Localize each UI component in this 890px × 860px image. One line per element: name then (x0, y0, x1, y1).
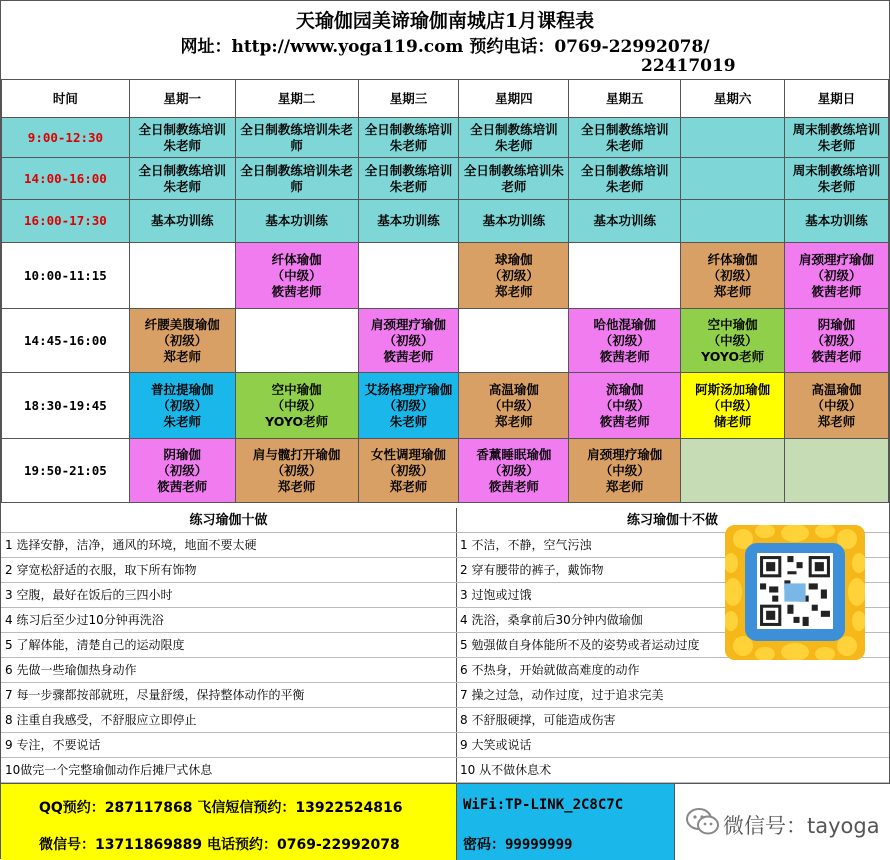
class-cell: 肩颈理疗瑜伽 （初级） 筱茜老师 (358, 309, 459, 373)
tips-item: 7 每一步骤都按部就班，尽量舒缓，保持整体动作的平衡 (1, 683, 456, 708)
class-cell: 女性调理瑜伽 （初级） 郑老师 (358, 439, 459, 503)
wechat-qr-code[interactable] (725, 525, 865, 660)
qq-booking: QQ预约：287117868 飞信短信预约：13922524816 (39, 800, 403, 816)
tips-item: 5 勉强做自身体能所不及的姿势或者运动过度 (456, 633, 889, 658)
class-cell (681, 118, 785, 158)
schedule-table (1, 79, 889, 503)
class-cell (358, 243, 459, 309)
class-cell: 全日制教练培训 朱老师 (569, 158, 681, 200)
class-cell: 基本功训练 (358, 200, 459, 243)
schedule-row (2, 243, 889, 309)
class-cell: 全日制教练培训 朱老师 (569, 118, 681, 158)
tips-item: 9 大笑或说话 (456, 733, 889, 758)
tips-item: 1 选择安静，洁净，通风的环境，地面不要太硬 (1, 533, 456, 558)
tips-item: 6 先做一些瑜伽热身动作 (1, 658, 456, 683)
class-cell: 基本功训练 (459, 200, 569, 243)
class-cell: 纤腰美腹瑜伽 （初级） 郑老师 (129, 309, 235, 373)
time-slot: 10:00-11:15 (2, 243, 130, 309)
tips-item: 8 不舒服硬撑，可能造成伤害 (456, 708, 889, 733)
class-cell: 全日制教练培训 朱老师 (358, 118, 459, 158)
wifi-panel (456, 784, 675, 860)
class-cell: 哈他混瑜伽 （初级） 筱茜老师 (569, 309, 681, 373)
page-title: 天瑜伽园美谛瑜伽南城店1月课程表 (295, 10, 595, 32)
class-cell: 普拉提瑜伽 （初级） 朱老师 (129, 373, 235, 439)
class-cell (235, 309, 358, 373)
time-slot: 14:45-16:00 (2, 309, 130, 373)
tips-item: 9 专注，不要说话 (1, 733, 456, 758)
class-cell (681, 439, 785, 503)
class-cell: 高温瑜伽 （中级） 郑老师 (785, 373, 889, 439)
tips-title: 练习瑜伽十不做 (456, 508, 889, 533)
class-cell: 空中瑜伽 （中级） YOYO老师 (235, 373, 358, 439)
time-slot: 18:30-19:45 (2, 373, 130, 439)
tips-item: 10做完一个完整瑜伽动作后摊尸式休息 (1, 758, 456, 783)
class-cell: 全日制教练培训朱老 师 (235, 158, 358, 200)
day-header: 星期日 (785, 80, 889, 118)
class-cell: 肩与髋打开瑜伽 （初级） 郑老师 (235, 439, 358, 503)
wifi-name: WiFi:TP-LINK_2C8C7C (463, 797, 624, 813)
class-cell: 空中瑜伽 （中级） YOYO老师 (681, 309, 785, 373)
class-cell: 周末制教练培训 朱老师 (785, 118, 889, 158)
class-cell: 阴瑜伽 （初级） 筱茜老师 (785, 309, 889, 373)
class-cell: 阴瑜伽 （初级） 筱茜老师 (129, 439, 235, 503)
schedule-row (2, 118, 889, 158)
schedule-row (2, 158, 889, 200)
class-cell: 基本功训练 (129, 200, 235, 243)
time-slot: 9:00-12:30 (2, 118, 130, 158)
website-phone-line: 网址：http://www.yoga119.com 预约电话：0769-22992078/ (180, 37, 710, 57)
tips-item: 4 练习后至少过10分钟再洗浴 (1, 608, 456, 633)
wechat-booking: 微信号：13711869889 电话预约：0769-22992078 (39, 837, 400, 853)
class-cell (129, 243, 235, 309)
tips-item: 4 洗浴，桑拿前后30分钟内做瑜伽 (456, 608, 889, 633)
schedule-row (2, 373, 889, 439)
class-cell: 周末制教练培训 朱老师 (785, 158, 889, 200)
time-column-header: 时间 (2, 80, 130, 118)
class-cell: 艾扬格理疗瑜伽 （初级） 朱老师 (358, 373, 459, 439)
class-cell: 全日制教练培训 朱老师 (358, 158, 459, 200)
footer (1, 783, 889, 860)
schedule-row (2, 309, 889, 373)
tips-item: 10 从不做休息术 (456, 758, 889, 783)
header (1, 1, 889, 80)
class-cell: 全日制教练培训朱 老师 (459, 158, 569, 200)
class-cell: 基本功训练 (235, 200, 358, 243)
tips-item: 3 空腹，最好在饭后的三四小时 (1, 583, 456, 608)
day-header: 星期六 (681, 80, 785, 118)
dos-column (1, 508, 457, 783)
class-cell: 肩颈理疗瑜伽 （初级） 筱茜老师 (785, 243, 889, 309)
tips-item: 7 操之过急，动作过度，过于追求完美 (456, 683, 889, 708)
tips-title: 练习瑜伽十做 (1, 508, 456, 533)
qr-frame (745, 543, 845, 641)
class-cell: 高温瑜伽 （中级） 郑老师 (459, 373, 569, 439)
tips-item: 2 穿有腰带的裤子，戴饰物 (456, 558, 889, 583)
qr-pattern-icon (757, 553, 833, 629)
schedule-row (2, 200, 889, 243)
day-header: 星期一 (129, 80, 235, 118)
phone-line-2: 22417019 (641, 56, 736, 76)
tips-item: 8 注重自我感受，不舒服应立即停止 (1, 708, 456, 733)
day-header: 星期四 (459, 80, 569, 118)
class-cell: 球瑜伽 （初级） 郑老师 (459, 243, 569, 309)
wechat-icon (685, 806, 721, 838)
class-cell: 全日制教练培训 朱老师 (129, 118, 235, 158)
tips-item: 6 不热身，开始就做高难度的动作 (456, 658, 889, 683)
tips-item: 3 过饱或过饿 (456, 583, 889, 608)
wechat-watermark: 微信号：tayoga (723, 814, 880, 838)
class-cell (681, 200, 785, 243)
time-slot: 16:00-17:30 (2, 200, 130, 243)
class-cell: 基本功训练 (569, 200, 681, 243)
time-slot: 14:00-16:00 (2, 158, 130, 200)
class-cell: 纤体瑜伽 （中级） 筱茜老师 (235, 243, 358, 309)
class-cell: 全日制教练培训 朱老师 (129, 158, 235, 200)
time-slot: 19:50-21:05 (2, 439, 130, 503)
day-header: 星期三 (358, 80, 459, 118)
class-cell: 全日制教练培训 朱老师 (459, 118, 569, 158)
tips-item: 1 不洁，不静，空气污浊 (456, 533, 889, 558)
tips-item: 5 了解体能，清楚自己的运动限度 (1, 633, 456, 658)
contact-panel (1, 784, 456, 860)
class-cell (459, 309, 569, 373)
class-cell: 肩颈理疗瑜伽 （中级） 郑老师 (569, 439, 681, 503)
class-cell: 流瑜伽 （中级） 筱茜老师 (569, 373, 681, 439)
schedule-row (2, 439, 889, 503)
class-cell: 纤体瑜伽 （初级） 郑老师 (681, 243, 785, 309)
day-header: 星期二 (235, 80, 358, 118)
day-header: 星期五 (569, 80, 681, 118)
watermark-panel (674, 784, 890, 860)
class-cell (681, 158, 785, 200)
class-cell (569, 243, 681, 309)
tips-item: 2 穿宽松舒适的衣服，取下所有饰物 (1, 558, 456, 583)
class-cell: 香薰睡眠瑜伽 （初级） 筱茜老师 (459, 439, 569, 503)
class-cell: 基本功训练 (785, 200, 889, 243)
class-cell: 阿斯汤加瑜伽 （中级） 储老师 (681, 373, 785, 439)
day-header-row (2, 80, 889, 118)
wifi-password: 密码：99999999 (463, 837, 573, 853)
class-cell (785, 439, 889, 503)
class-cell: 全日制教练培训朱老 师 (235, 118, 358, 158)
